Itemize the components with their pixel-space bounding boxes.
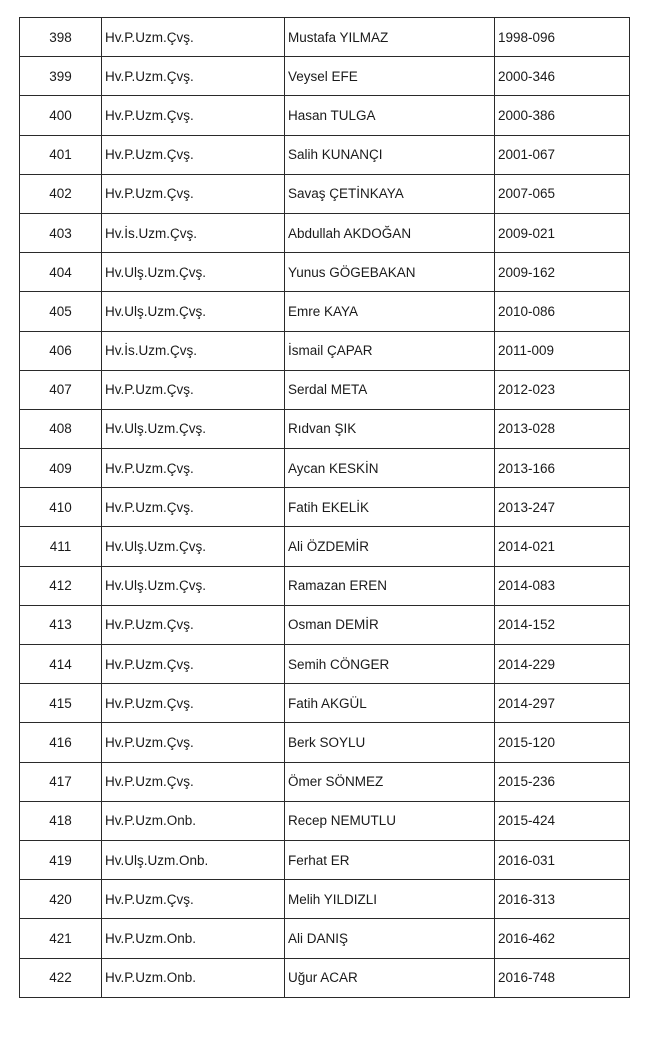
name-cell: Ramazan EREN [285, 566, 495, 605]
row-number-cell: 400 [20, 96, 102, 135]
table-row [20, 880, 630, 919]
row-number-cell: 418 [20, 801, 102, 840]
rank-cell: Hv.Ulş.Uzm.Çvş. [102, 253, 285, 292]
name-cell: Berk SOYLU [285, 723, 495, 762]
name-cell: Fatih AKGÜL [285, 684, 495, 723]
registry-code-cell: 1998-096 [495, 18, 630, 57]
name-cell: İsmail ÇAPAR [285, 331, 495, 370]
row-number-cell: 405 [20, 292, 102, 331]
name-cell: Ömer SÖNMEZ [285, 762, 495, 801]
rank-cell: Hv.Ulş.Uzm.Çvş. [102, 409, 285, 448]
row-number-cell: 409 [20, 449, 102, 488]
table-row [20, 958, 630, 997]
row-number-cell: 421 [20, 919, 102, 958]
name-cell: Melih YILDIZLI [285, 880, 495, 919]
registry-code-cell: 2014-021 [495, 527, 630, 566]
row-number-cell: 406 [20, 331, 102, 370]
rank-cell: Hv.P.Uzm.Çvş. [102, 135, 285, 174]
registry-code-cell: 2014-229 [495, 645, 630, 684]
row-number-cell: 408 [20, 409, 102, 448]
personnel-table [19, 17, 630, 998]
name-cell: Veysel EFE [285, 57, 495, 96]
table-row [20, 409, 630, 448]
name-cell: Aycan KESKİN [285, 449, 495, 488]
name-cell: Fatih EKELİK [285, 488, 495, 527]
rank-cell: Hv.P.Uzm.Çvş. [102, 174, 285, 213]
name-cell: Emre KAYA [285, 292, 495, 331]
personnel-list-page [19, 17, 629, 998]
row-number-cell: 398 [20, 18, 102, 57]
registry-code-cell: 2000-386 [495, 96, 630, 135]
table-row [20, 135, 630, 174]
rank-cell: Hv.Ulş.Uzm.Çvş. [102, 566, 285, 605]
registry-code-cell: 2007-065 [495, 174, 630, 213]
registry-code-cell: 2013-028 [495, 409, 630, 448]
row-number-cell: 419 [20, 840, 102, 879]
registry-code-cell: 2012-023 [495, 370, 630, 409]
registry-code-cell: 2016-313 [495, 880, 630, 919]
rank-cell: Hv.Ulş.Uzm.Çvş. [102, 292, 285, 331]
row-number-cell: 402 [20, 174, 102, 213]
rank-cell: Hv.P.Uzm.Çvş. [102, 762, 285, 801]
name-cell: Yunus GÖGEBAKAN [285, 253, 495, 292]
rank-cell: Hv.P.Uzm.Çvş. [102, 723, 285, 762]
table-row [20, 331, 630, 370]
table-row [20, 253, 630, 292]
rank-cell: Hv.P.Uzm.Çvş. [102, 605, 285, 644]
rank-cell: Hv.P.Uzm.Çvş. [102, 684, 285, 723]
table-row [20, 18, 630, 57]
registry-code-cell: 2000-346 [495, 57, 630, 96]
row-number-cell: 401 [20, 135, 102, 174]
name-cell: Ali DANIŞ [285, 919, 495, 958]
name-cell: Hasan TULGA [285, 96, 495, 135]
row-number-cell: 417 [20, 762, 102, 801]
name-cell: Ferhat ER [285, 840, 495, 879]
rank-cell: Hv.Ulş.Uzm.Onb. [102, 840, 285, 879]
name-cell: Recep NEMUTLU [285, 801, 495, 840]
registry-code-cell: 2016-748 [495, 958, 630, 997]
table-row [20, 57, 630, 96]
rank-cell: Hv.P.Uzm.Çvş. [102, 645, 285, 684]
table-row [20, 213, 630, 252]
registry-code-cell: 2014-152 [495, 605, 630, 644]
name-cell: Semih CÖNGER [285, 645, 495, 684]
personnel-table-body [20, 18, 630, 998]
table-row [20, 684, 630, 723]
registry-code-cell: 2009-162 [495, 253, 630, 292]
row-number-cell: 412 [20, 566, 102, 605]
registry-code-cell: 2013-166 [495, 449, 630, 488]
name-cell: Ali ÖZDEMİR [285, 527, 495, 566]
row-number-cell: 411 [20, 527, 102, 566]
table-row [20, 370, 630, 409]
registry-code-cell: 2015-120 [495, 723, 630, 762]
rank-cell: Hv.P.Uzm.Çvş. [102, 18, 285, 57]
row-number-cell: 404 [20, 253, 102, 292]
table-row [20, 605, 630, 644]
table-row [20, 919, 630, 958]
row-number-cell: 403 [20, 213, 102, 252]
rank-cell: Hv.P.Uzm.Çvş. [102, 449, 285, 488]
row-number-cell: 415 [20, 684, 102, 723]
rank-cell: Hv.P.Uzm.Çvş. [102, 488, 285, 527]
name-cell: Mustafa YILMAZ [285, 18, 495, 57]
rank-cell: Hv.İs.Uzm.Çvş. [102, 213, 285, 252]
rank-cell: Hv.P.Uzm.Onb. [102, 958, 285, 997]
name-cell: Salih KUNANÇI [285, 135, 495, 174]
registry-code-cell: 2010-086 [495, 292, 630, 331]
row-number-cell: 399 [20, 57, 102, 96]
name-cell: Uğur ACAR [285, 958, 495, 997]
row-number-cell: 422 [20, 958, 102, 997]
registry-code-cell: 2014-083 [495, 566, 630, 605]
rank-cell: Hv.P.Uzm.Çvş. [102, 370, 285, 409]
rank-cell: Hv.İs.Uzm.Çvş. [102, 331, 285, 370]
table-row [20, 840, 630, 879]
rank-cell: Hv.P.Uzm.Çvş. [102, 57, 285, 96]
row-number-cell: 414 [20, 645, 102, 684]
registry-code-cell: 2011-009 [495, 331, 630, 370]
rank-cell: Hv.Ulş.Uzm.Çvş. [102, 527, 285, 566]
registry-code-cell: 2001-067 [495, 135, 630, 174]
table-row [20, 762, 630, 801]
rank-cell: Hv.P.Uzm.Çvş. [102, 880, 285, 919]
rank-cell: Hv.P.Uzm.Onb. [102, 801, 285, 840]
row-number-cell: 407 [20, 370, 102, 409]
row-number-cell: 416 [20, 723, 102, 762]
name-cell: Rıdvan ŞIK [285, 409, 495, 448]
registry-code-cell: 2016-031 [495, 840, 630, 879]
name-cell: Savaş ÇETİNKAYA [285, 174, 495, 213]
registry-code-cell: 2013-247 [495, 488, 630, 527]
table-row [20, 801, 630, 840]
registry-code-cell: 2015-236 [495, 762, 630, 801]
table-row [20, 645, 630, 684]
row-number-cell: 413 [20, 605, 102, 644]
registry-code-cell: 2015-424 [495, 801, 630, 840]
rank-cell: Hv.P.Uzm.Çvş. [102, 96, 285, 135]
row-number-cell: 420 [20, 880, 102, 919]
registry-code-cell: 2009-021 [495, 213, 630, 252]
rank-cell: Hv.P.Uzm.Onb. [102, 919, 285, 958]
row-number-cell: 410 [20, 488, 102, 527]
table-row [20, 292, 630, 331]
table-row [20, 488, 630, 527]
name-cell: Serdal META [285, 370, 495, 409]
name-cell: Abdullah AKDOĞAN [285, 213, 495, 252]
registry-code-cell: 2014-297 [495, 684, 630, 723]
table-row [20, 96, 630, 135]
name-cell: Osman DEMİR [285, 605, 495, 644]
registry-code-cell: 2016-462 [495, 919, 630, 958]
table-row [20, 527, 630, 566]
table-row [20, 174, 630, 213]
table-row [20, 566, 630, 605]
table-row [20, 723, 630, 762]
table-row [20, 449, 630, 488]
